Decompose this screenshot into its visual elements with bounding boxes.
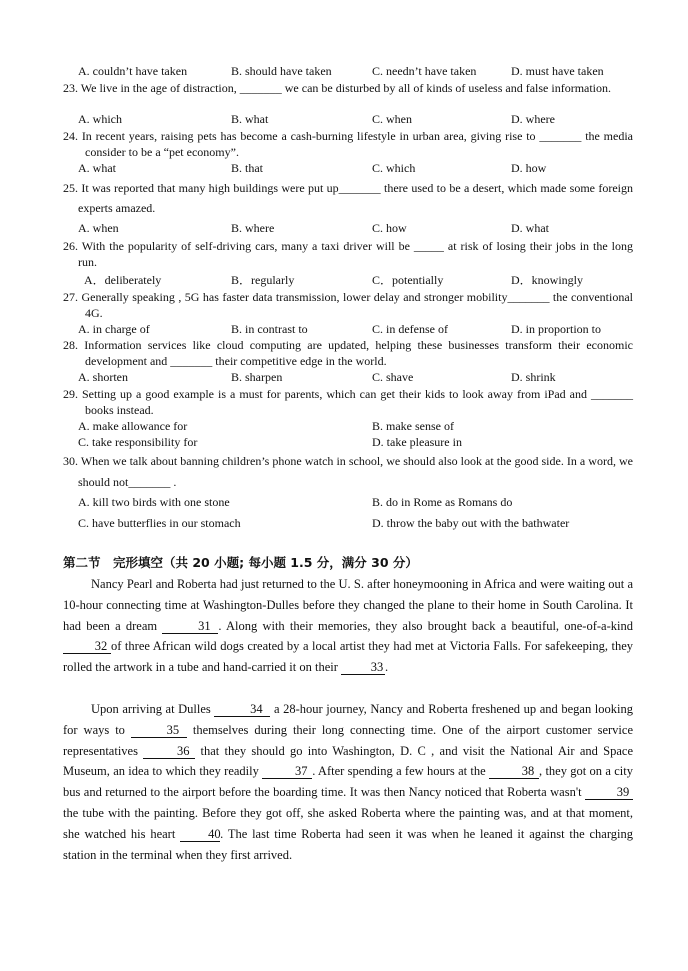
q27-option-c: C. in defense of	[372, 322, 448, 336]
q29-option-a: A. make allowance for	[78, 419, 188, 433]
q29-option-d: D. take pleasure in	[372, 435, 462, 449]
q23-option-d: D. where	[511, 112, 555, 126]
q26-option-b: B．regularly	[231, 273, 295, 287]
passage-text: .	[385, 660, 389, 675]
passage-text: Upon arriving at Dulles	[91, 702, 215, 716]
q28-option-c: C. shave	[372, 370, 414, 384]
passage-text: the tube with the painting. Before they got off, she asked Roberta where the painting was, and at that moment, she watched his heart	[63, 805, 633, 841]
q27-option-d: D. in proportion to	[511, 322, 601, 336]
q26-option-a: A．deliberately	[84, 273, 162, 287]
blank-40[interactable]: 40	[180, 827, 220, 842]
q26-option-d: D．knowingly	[511, 273, 584, 287]
q25-option-c: C. how	[372, 221, 407, 235]
q23-option-a: A. which	[78, 112, 122, 126]
q28-option-a: A. shorten	[78, 370, 128, 384]
q29-stem: 29. Setting up a good example is a must for parents, which can get their kids to look away from iPad and _______ books instead.	[63, 387, 633, 417]
q27-option-b: B. in contrast to	[231, 322, 308, 336]
q25-option-d: D. what	[511, 221, 549, 235]
q27-stem: 27. Generally speaking , 5G has faster data transmission, lower delay and stronger mobility_______ the conventional 4G.	[63, 290, 633, 320]
q30-option-a: A. kill two birds with one stone	[78, 495, 230, 509]
passage-text: Nancy Pearl and Roberta had just returned to the U. S. after honeymooning in Africa and were waiting out a 10-hour connecting time at Washington-Dulles before they changed the plane to their home in South Carolina. It had been a dream	[63, 577, 633, 633]
q23-stem: 23. We live in the age of distraction, _______ we can be disturbed by all of kinds of useless and false information.	[63, 81, 612, 95]
q30-option-c: C. have butterflies in our stomach	[78, 516, 241, 530]
q29-option-c: C. take responsibility for	[78, 435, 198, 449]
q25-stem: 25. It was reported that many high buildings were put up_______ there used to be a desert, which made some foreign experts amazed.	[63, 181, 633, 215]
passage-text: themselves during their long connecting time. One of the airport customer service representatives	[63, 722, 633, 758]
passage-paragraph-1	[63, 574, 633, 678]
q25-option-b: B. where	[231, 221, 275, 235]
q28-option-b: B. sharpen	[231, 370, 283, 384]
q24-option-b: B. that	[231, 161, 263, 175]
q23-option-c: C. when	[372, 112, 412, 126]
q30-option-d: D. throw the baby out with the bathwater	[372, 516, 570, 530]
q26-stem: 26. With the popularity of self-driving cars, many a taxi driver will be _____ at risk of losing their jobs in the long run.	[63, 239, 633, 269]
passage-text: that they should go into Washington, D. C , and visit the National Air and Space Museum, an idea to which they readily	[63, 743, 633, 779]
passage-text: . Along with their memories, they also brought back a beautiful, one-of-a-kind	[218, 618, 633, 633]
section-heading: 第二节 完形填空（共 20 小题; 每小题 1.5 分，满分 30 分）	[63, 555, 418, 570]
q28-option-d: D. shrink	[511, 370, 556, 384]
q24-option-c: C. which	[372, 161, 416, 175]
passage-text: . After spending a few hours at the	[312, 764, 489, 779]
q22-option-b: B. should have taken	[231, 64, 332, 78]
passage-text: . The last time Roberta had seen it was when he leaned it against the charging station in the terminal when they first arrived.	[63, 826, 633, 862]
q28-stem: 28. Information services like cloud computing are updated, helping these businesses transform their economic development and _______ their competitive edge in the world.	[63, 338, 633, 368]
q22-option-c: C. needn’t have taken	[372, 64, 477, 78]
blank-36[interactable]: 36	[143, 744, 195, 759]
q27-option-a: A. in charge of	[78, 322, 150, 336]
passage-paragraph-2	[63, 699, 633, 865]
q24-stem: 24. In recent years, raising pets has become a cash-burning lifestyle in urban area, giving rise to _______ the media consider to be a “pet economy”.	[63, 129, 633, 159]
q24-option-a: A. what	[78, 161, 116, 175]
blank-37[interactable]: 37	[262, 764, 312, 779]
blank-35[interactable]: 35	[131, 723, 187, 738]
passage-text: of three African wild dogs created by a local artist they had met at Victoria Falls. For safekeeping, they rolled the artwork in a tube and hand-carried it on their	[63, 639, 633, 675]
blank-32[interactable]: 32	[63, 639, 111, 654]
q25-option-a: A. when	[78, 221, 119, 235]
q26-option-c: C．potentially	[372, 273, 444, 287]
q30-option-b: B. do in Rome as Romans do	[372, 495, 513, 509]
q24-option-d: D. how	[511, 161, 547, 175]
q23-option-b: B. what	[231, 112, 269, 126]
passage-text: , they got on a city bus and returned to the airport before the boarding time. It was then Nancy noticed that Roberta wasn't	[63, 764, 633, 800]
passage-text: a 28-hour journey, Nancy and Roberta freshened up and began looking for ways to	[63, 702, 633, 737]
blank-31[interactable]: 31	[162, 619, 218, 634]
q22-option-a: A. couldn’t have taken	[78, 64, 188, 78]
q30-stem: 30. When we talk about banning children’s phone watch in school, we should also look at the good side. In a word, we should not_______ .	[63, 454, 633, 489]
q22-option-d: D. must have taken	[511, 64, 604, 78]
q29-option-b: B. make sense of	[372, 419, 454, 433]
blank-33[interactable]: 33	[341, 660, 385, 675]
blank-34[interactable]: 34	[214, 702, 270, 717]
blank-38[interactable]: 38	[489, 764, 539, 779]
blank-39[interactable]: 39	[585, 785, 633, 800]
